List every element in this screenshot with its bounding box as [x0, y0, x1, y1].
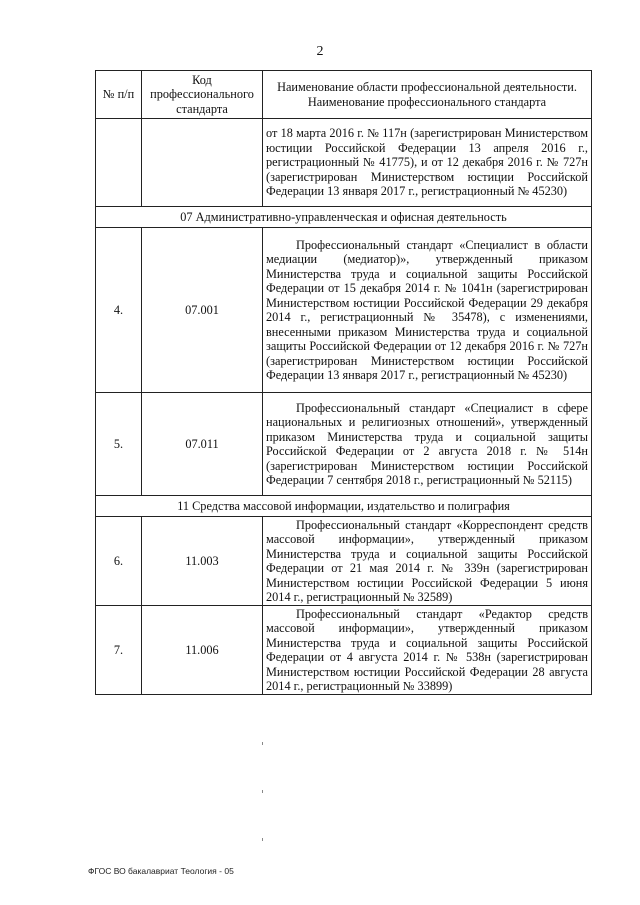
scan-speck: [262, 838, 263, 841]
table-row: [96, 393, 592, 496]
header-name: Наименование области профессиональной деятельности. Наименование профессионального стандарта: [263, 71, 592, 119]
section-row: [96, 207, 592, 228]
row-text: Профессиональный стандарт «Корреспондент средств массовой информации», утвержденный приказом Министерства труда и социальной защиты Российской Федерации от 21 мая 2014 г. № 339н (зарегистрирован Министерством юстиции Российской Федерации 5 июня 2014 г., регистрационный № 32589): [263, 517, 592, 606]
row-text: Профессиональный стандарт «Специалист в сфере национальных и религиозных отношений», утвержденный приказом Министерства труда и социальной защиты Российской Федерации от 2 августа 2018 г. № 514н (зарегистрирован Министерством юстиции Российской Федерации 7 сентября 2018 г., регистрационный № 52115): [263, 393, 592, 496]
scan-speck: [262, 790, 263, 793]
header-num: № п/п: [96, 71, 142, 119]
professional-standards-table: [95, 70, 592, 695]
row-num: 7.: [96, 606, 142, 695]
row-code: 07.001: [142, 228, 263, 393]
row-text: Профессиональный стандарт «Специалист в области медиации (медиатор)», утвержденный приказом Министерства труда и социальной защиты Российской Федерации от 15 декабря 2014 г. № 1041н (зарегистрирован Министерством юстиции Российской Федерации 29 декабря 2014 г., регистрационный № 35478), с изменениями, внесенными приказом Министерства труда и социальной защиты Российской Федерации от 12 декабря 2016 г. № 727н (зарегистрирован Министерством юстиции Российской Федерации 13 января 2017 г., регистрационный № 45230): [263, 228, 592, 393]
header-code: Код профессионального стандарта: [142, 71, 263, 119]
table-row: [96, 119, 592, 207]
table-header-row: [96, 71, 592, 119]
row-code: 11.003: [142, 517, 263, 606]
page-number: 2: [316, 44, 324, 59]
row-num: 5.: [96, 393, 142, 496]
section-row: [96, 496, 592, 517]
row-num: 6.: [96, 517, 142, 606]
row-code: 07.011: [142, 393, 263, 496]
section-heading-11: 11 Средства массовой информации, издательство и полиграфия: [96, 496, 592, 517]
scan-speck: [262, 742, 263, 745]
continuation-text: от 18 марта 2016 г. № 117н (зарегистрирован Министерством юстиции Российской Федерации 13 апреля 2016 г., регистрационный № 41775), и от 12 декабря 2016 г. № 727н (зарегистрирован Министерством юстиции Российской Федерации 13 января 2017 г., регистрационный № 45230): [263, 119, 592, 207]
row-text: Профессиональный стандарт «Редактор средств массовой информации», утвержденный приказом Министерства труда и социальной защиты Российской Федерации от 4 августа 2014 г. № 538н (зарегистрирован Министерством юстиции Российской Федерации 28 августа 2014 г., регистрационный № 33899): [263, 606, 592, 695]
table-row: [96, 228, 592, 393]
row-code-cell: [142, 119, 263, 207]
row-code: 11.006: [142, 606, 263, 695]
row-num-cell: [96, 119, 142, 207]
document-footer: ФГОС ВО бакалавриат Теология - 05: [88, 866, 234, 876]
table-row: [96, 606, 592, 695]
row-num: 4.: [96, 228, 142, 393]
section-heading-07: 07 Административно-управленческая и офисная деятельность: [96, 207, 592, 228]
table-row: [96, 517, 592, 606]
